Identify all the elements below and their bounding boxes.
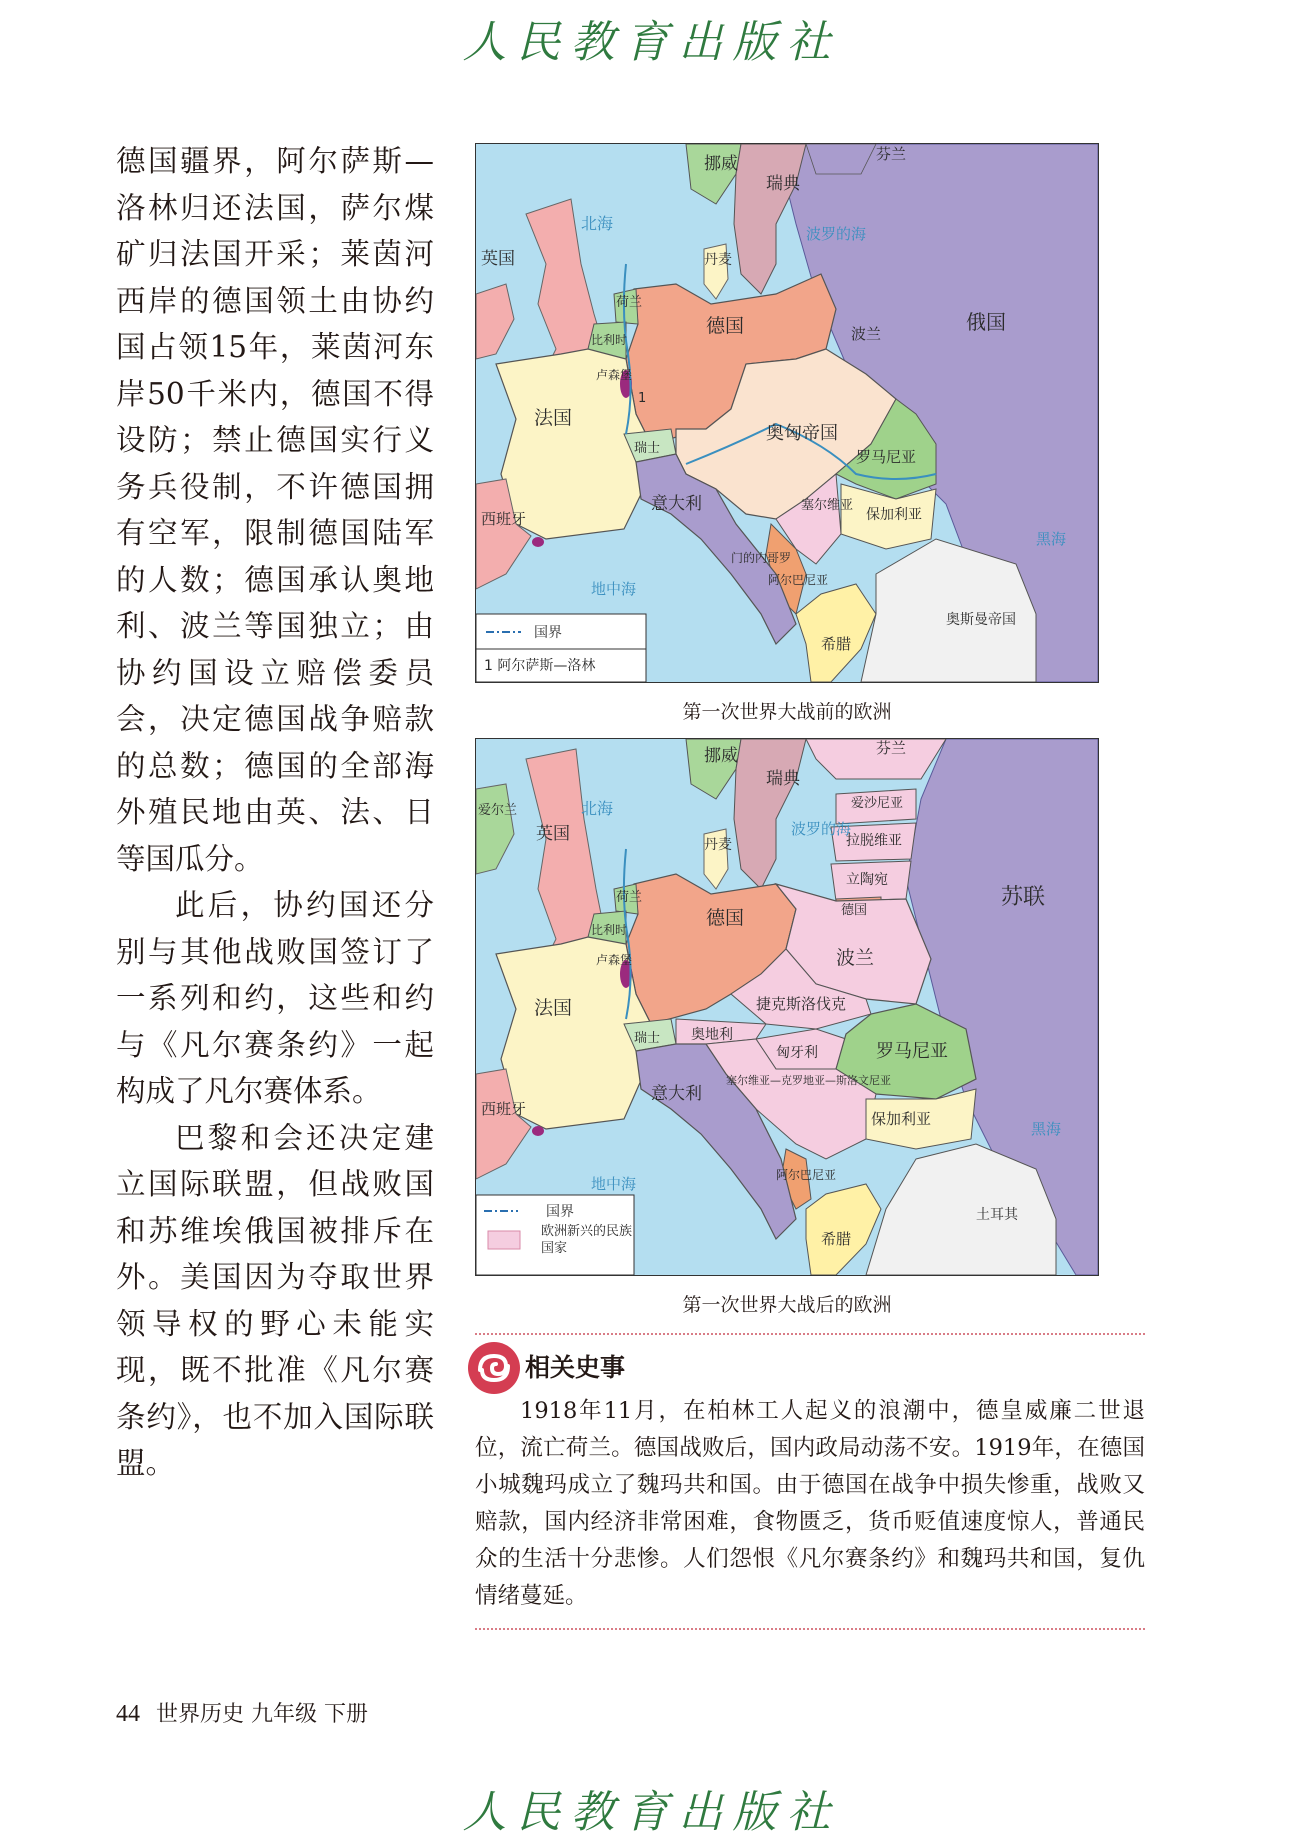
label-yugoslavia: 塞尔维亚—克罗地亚—斯洛文尼亚 <box>726 1074 891 1087</box>
label-baltic: 波罗的海 <box>791 820 852 838</box>
label-belgium: 比利时 <box>591 923 628 937</box>
label-black-sea: 黑海 <box>1031 1120 1062 1138</box>
label-sweden: 瑞典 <box>766 769 800 789</box>
label-luxembourg: 卢森堡 <box>596 953 633 967</box>
label-britain: 英国 <box>481 249 515 269</box>
label-black-sea: 黑海 <box>1036 530 1067 548</box>
label-hungary: 匈牙利 <box>776 1045 818 1061</box>
label-denmark: 丹麦 <box>704 837 732 853</box>
map-before-svg <box>476 144 1098 682</box>
label-denmark: 丹麦 <box>704 252 732 268</box>
divider-bottom <box>475 1628 1145 1630</box>
legend-border: 国界 <box>546 1204 574 1220</box>
label-greece: 希腊 <box>821 635 852 653</box>
legend-new-states: 欧洲新兴的民族国家 <box>541 1224 633 1256</box>
label-netherlands: 荷兰 <box>616 295 643 310</box>
label-serbia: 塞尔维亚 <box>801 498 854 513</box>
label-estonia: 爱沙尼亚 <box>851 796 904 811</box>
label-finland: 芬兰 <box>876 739 907 757</box>
label-albania: 阿尔巴尼亚 <box>776 1168 837 1182</box>
related-history-paragraph: 1918年11月，在柏林工人起义的浪潮中，德皇威廉二世退位，流亡荷兰。德国战败后，国内政局动荡不安。1919年，在德国小城魏玛成立了魏玛共和国。由于德国在战争中损失惨重，战败又赔款，国内经济非常困难，食物匮乏，货币贬值速度惊人，普通民众的生活十分悲惨。人们怨恨《凡尔赛条约》和魏玛共和国，复仇情绪蔓延。 <box>475 1398 1145 1609</box>
label-mediterranean: 地中海 <box>591 580 637 598</box>
publisher-logo-bottom: 人民教育出版社 <box>462 1787 841 1838</box>
page-footer <box>116 1697 368 1728</box>
label-ireland: 爱尔兰 <box>478 803 518 818</box>
label-sweden: 瑞典 <box>766 174 800 194</box>
label-romania: 罗马尼亚 <box>856 448 917 466</box>
label-albania: 阿尔巴尼亚 <box>768 573 829 587</box>
label-norway: 挪威 <box>704 154 738 174</box>
label-russia: 俄国 <box>966 310 1006 334</box>
label-italy: 意大利 <box>651 1084 702 1104</box>
related-history-icon <box>466 1340 522 1396</box>
map1-caption: 第一次世界大战前的欧洲 <box>682 701 892 723</box>
legend-border: 国界 <box>534 625 562 641</box>
label-ussr: 苏联 <box>1001 885 1046 910</box>
label-alsace-number: 1 <box>638 391 647 406</box>
label-montenegro: 门的内哥罗 <box>731 551 792 565</box>
label-luxembourg: 卢森堡 <box>596 368 633 382</box>
label-britain: 英国 <box>536 824 570 844</box>
label-germany: 德国 <box>706 907 745 929</box>
label-austria: 奥地利 <box>691 1027 733 1043</box>
label-baltic: 波罗的海 <box>806 225 867 243</box>
label-finland: 芬兰 <box>876 145 907 163</box>
publisher-logo-top: 人民教育出版社 <box>462 17 841 68</box>
label-france: 法国 <box>534 997 573 1019</box>
label-spain: 西班牙 <box>481 1100 527 1118</box>
label-czechoslovakia: 捷克斯洛伐克 <box>756 995 847 1013</box>
label-bulgaria: 保加利亚 <box>871 1110 932 1128</box>
label-turkey: 土耳其 <box>976 1207 1018 1223</box>
label-norway: 挪威 <box>704 746 738 766</box>
label-poland: 波兰 <box>836 947 875 969</box>
label-bulgaria: 保加利亚 <box>866 507 922 523</box>
paragraph-3: 巴黎和会还决定建立国际联盟，但战败国和苏维埃俄国被排斥在外。美国因为夺取世界领导权的野心未能实现，既不批准《凡尔赛条约》，也不加入国际联盟。 <box>116 1120 434 1480</box>
label-greece: 希腊 <box>821 1230 852 1248</box>
legend-alsace-note: 1 阿尔萨斯—洛林 <box>484 658 596 674</box>
label-belgium: 比利时 <box>591 333 628 347</box>
label-france: 法国 <box>534 407 573 429</box>
map-europe-after-ww1 <box>475 738 1099 1276</box>
map2-caption: 第一次世界大战后的欧洲 <box>682 1294 892 1316</box>
label-netherlands: 荷兰 <box>616 890 643 905</box>
related-history-title: 相关史事 <box>525 1353 626 1382</box>
label-north-sea: 北海 <box>581 214 614 233</box>
label-latvia: 拉脱维亚 <box>846 833 902 849</box>
related-history-text <box>475 1393 1145 1615</box>
label-ottoman: 奥斯曼帝国 <box>946 612 1016 628</box>
label-spain: 西班牙 <box>481 510 527 528</box>
label-switzerland: 瑞士 <box>634 441 661 456</box>
divider-top <box>475 1333 1145 1335</box>
label-north-sea: 北海 <box>581 799 614 818</box>
label-east-prussia: 德国 <box>841 903 868 918</box>
book-title: 世界历史 九年级 下册 <box>156 1702 368 1727</box>
label-romania: 罗马尼亚 <box>876 1041 948 1062</box>
label-poland: 波兰 <box>851 325 882 343</box>
label-lithuania: 立陶宛 <box>846 872 888 888</box>
page-number: 44 <box>116 1701 140 1727</box>
label-switzerland: 瑞士 <box>634 1031 661 1046</box>
map-europe-before-ww1 <box>475 143 1099 683</box>
label-mediterranean: 地中海 <box>591 1175 637 1193</box>
main-text <box>116 138 434 1487</box>
label-italy: 意大利 <box>651 494 702 514</box>
label-austria-hungary: 奥匈帝国 <box>766 423 838 444</box>
paragraph-2: 此后，协约国还分别与其他战败国签订了一系列和约，这些和约与《凡尔赛条约》一起构成了凡尔赛体系。 <box>116 888 434 1108</box>
map-after-svg <box>476 739 1098 1275</box>
paragraph-1: 德国疆界，阿尔萨斯—洛林归还法国，萨尔煤矿归法国开采；莱茵河西岸的德国领土由协约国占领15年，莱茵河东岸50千米内，德国不得设防；禁止德国实行义务兵役制，不许德国拥有空军，限制德国陆军的人数；德国承认奥地利、波兰等国独立；由协约国设立赔偿委员会，决定德国战争赔款的总数；德国的全部海外殖民地由英、法、日等国瓜分。 <box>116 144 434 876</box>
label-germany: 德国 <box>706 315 745 337</box>
